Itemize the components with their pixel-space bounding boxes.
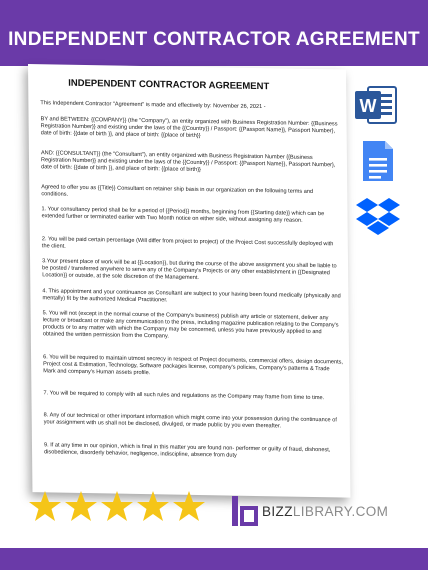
footer-band xyxy=(0,548,428,570)
rating-stars xyxy=(28,490,208,524)
svg-text:W: W xyxy=(359,96,377,116)
banner-title: INDEPENDENT CONTRACTOR AGREEMENT xyxy=(8,29,420,50)
document-preview[interactable] xyxy=(28,64,350,498)
document-paragraph: 7. You will be required to comply with all such rules and regulations as the Company may frame from time to time. xyxy=(43,390,325,402)
brand-prefix: BIZZ xyxy=(262,504,293,519)
star-icon xyxy=(65,491,97,521)
star-icon xyxy=(137,491,169,521)
star-icon xyxy=(101,491,133,521)
document-page xyxy=(28,64,350,498)
document-paragraph: AND: {{CONSULTANT}} (the "Consultant"), an entity organized with Business Registration Number {{Business Registration Number}} and existing under the laws of the {{Country}} / Passport: {{Passport Name}}, Passport Number}, date of birth: {{date of birth }}, and place of birth: {{place of birth}} xyxy=(40,150,336,174)
document-paragraph: 1. Your consultancy period shall be for a period of {{Period}} months, beginning from {{Starting date}} which can be extended further or terminated earlier with Two Month notice on either side, without assigning any reason. xyxy=(41,206,325,224)
document-paragraph: 8. Any of our technical or other important information which might come into your possession during the continuance of your assignment with us shall not be disclosed, divulged, or made public by you even thereafter. xyxy=(43,412,337,430)
document-paragraph: Agreed to offer you as {{Title}} Consultant on retainer ship basis in our organization on the following terms and conditions. xyxy=(41,184,314,198)
document-paragraph: This Independent Contractor "Agreement" is made and effectively by: November 26, 2021 - xyxy=(40,100,266,111)
brand-suffix: LIBRARY.COM xyxy=(292,504,389,519)
star-icon xyxy=(173,491,205,521)
document-paragraph: 4. This appointment and your continuance as Consultant are subject to your having been found medically (physically and mentally) fit by the authorized Medical Practitioner. xyxy=(42,288,341,304)
dropbox-icon[interactable] xyxy=(355,196,401,236)
bizzlibrary-logo-icon xyxy=(232,496,258,526)
document-paragraph: 6. You will be required to maintain utmost secrecy in respect of Project documents, commercial offers, design documents, Project cost & Estimation, Technology, Software packages license, company's policies, Company's patterns & Trade Mark and company's Human assets profile. xyxy=(43,354,344,377)
brand-name[interactable] xyxy=(262,504,388,519)
document-paragraph: BY and BETWEEN: {{COMPANY}} (the "Company"), an entity organized with Business Registration Number: {{Business Registration Number}} and existing under the laws of the {{Country}} / Passport: {{Passport Name}}, Passport Number}, date of birth: {{date of birth }}, and place of birth: {{place of birth}} xyxy=(40,116,338,140)
document-paragraph: 3.Your present place of work will be at {{Location}}, but during the course of the above assignment you shall be liable to be posted / transferred anywhere to serve any of the Company's Projects or any other establishment in {{Designated Location}} or outside, at the sole discretion of the Management. xyxy=(42,258,337,281)
document-title: INDEPENDENT CONTRACTOR AGREEMENT xyxy=(68,77,270,93)
document-paragraph: 5. You will not (except in the normal course of the Company's business) publish any article or statement, deliver any lecture or broadcast or make any communication to the press, including magazine publication relating to the Company's products or to any matter with which the Company may be concerned, unless you have previously applied to and obtained the written permission from the Company. xyxy=(42,310,339,340)
star-icon xyxy=(29,491,61,521)
document-paragraph: 9. If at any time in our opinion, which is final in this matter you are found non- performer or guilty of fraud, dishonest, disobedience, disorderly behavior, negligence, indiscipline, absence from duty xyxy=(43,442,331,459)
google-docs-icon[interactable] xyxy=(361,139,395,183)
document-paragraph: 2. You will be paid certain percentage (Will differ from project to project) of the Project Cost successfully deployed with the client. xyxy=(41,236,334,250)
header-banner xyxy=(0,0,428,66)
word-icon[interactable] xyxy=(354,84,398,126)
